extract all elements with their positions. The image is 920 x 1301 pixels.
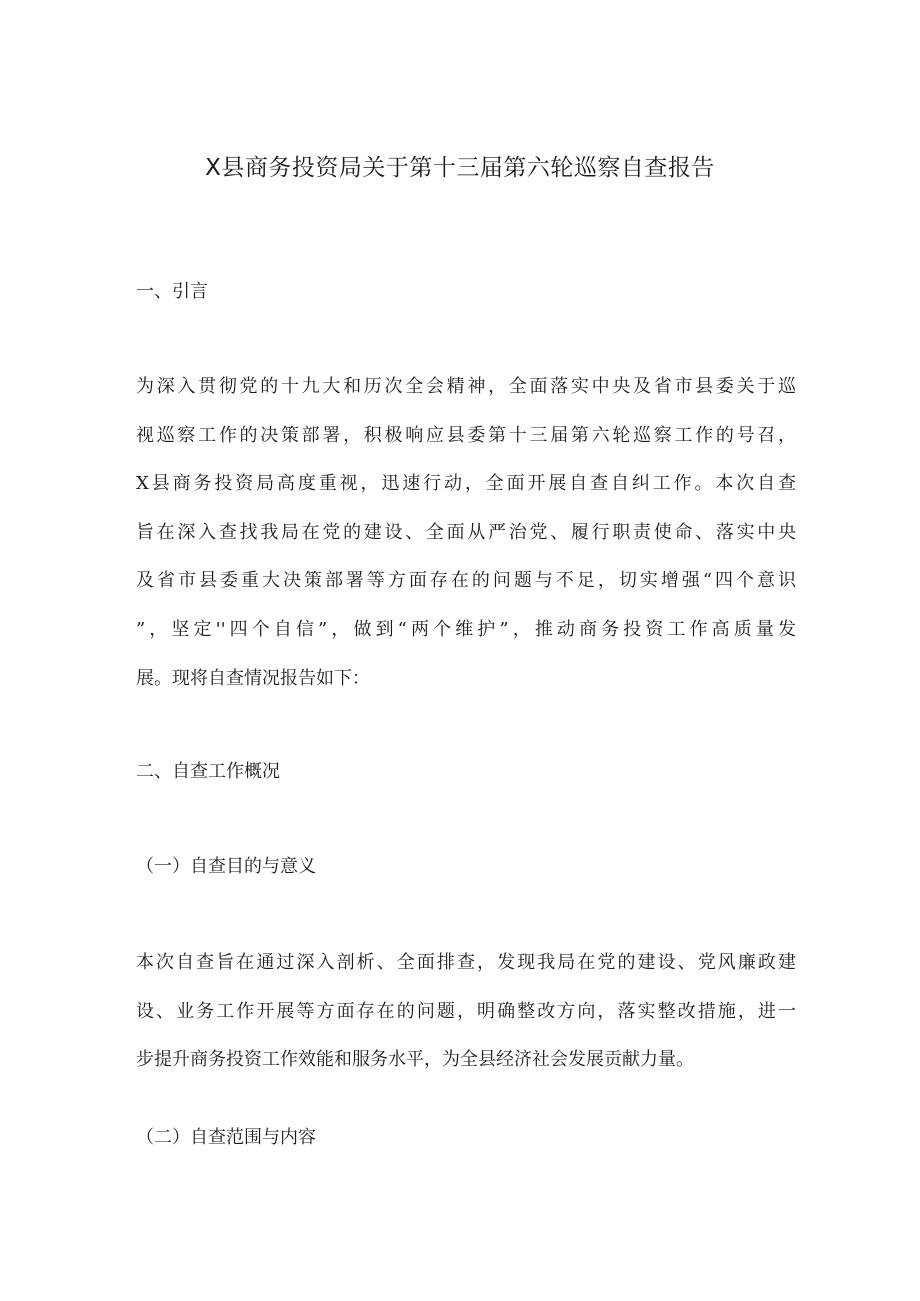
introduction-paragraph — [136, 363, 796, 703]
paragraph-line: 展。现将自查情况报告如下： — [136, 667, 370, 689]
purpose-paragraph — [136, 939, 796, 1085]
subsection-heading-purpose: （一）自查目的与意义 — [136, 856, 316, 877]
section-heading-introduction: 一、引言 — [136, 281, 208, 302]
paragraph-line: 旨在深入查找我局在党的建设、全面从严治党、履行职责使命、落实中央 — [136, 521, 796, 543]
paragraph-line: 为深入贯彻党的十九大和历次全会精神，全面落实中央及省市县委关于巡 — [136, 376, 796, 397]
paragraph-line: ”，坚定''四个自信”，做到“两个维护”，推动商务投资工作高质量发 — [136, 618, 796, 640]
section-heading-overview: 二、自查工作概况 — [136, 761, 280, 782]
paragraph-line: 视巡察工作的决策部署，积极响应县委第十三届第六轮巡察工作的号召， — [136, 424, 796, 446]
paragraph-line: 及省市县委重大决策部署等方面存在的问题与不足，切实增强“四个意识 — [136, 570, 796, 592]
paragraph-line: X县商务投资局高度重视，迅速行动，全面开展自查自纠工作。本次自查 — [136, 473, 796, 495]
paragraph-line: 步提升商务投资工作效能和服务水平，为全县经济社会发展贡献力量。 — [136, 1049, 694, 1071]
paragraph-line: 本次自查旨在通过深入剖析、全面排查，发现我局在党的建设、党风廉政建 — [136, 952, 796, 973]
document-title: X县商务投资局关于第十三届第六轮巡察自查报告 — [205, 155, 715, 181]
subsection-heading-scope: （二）自查范围与内容 — [136, 1127, 316, 1148]
paragraph-line: 设、业务工作开展等方面存在的问题，明确整改方向，落实整改措施，进一 — [136, 1000, 796, 1022]
